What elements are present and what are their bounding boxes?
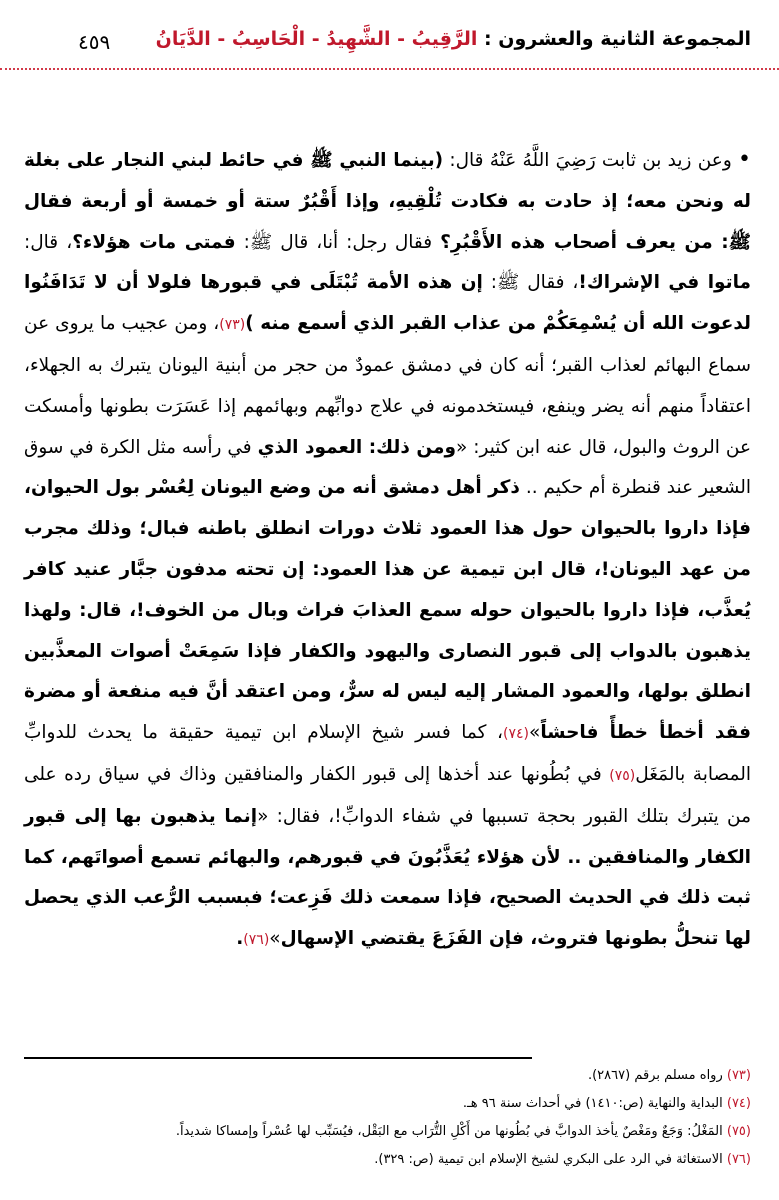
footnote-reference: (٧٣): [219, 317, 246, 334]
footnote-number: (٧٣): [726, 1068, 751, 1083]
page-number: ٤٥٩: [78, 30, 111, 54]
text-segment: ، فقال ﷺ:: [482, 272, 579, 294]
footnote: [24, 1090, 751, 1118]
text-segment: في رأسه مثل الكرة في سوق الشعير عند قنطرة أم حكيم ..: [24, 436, 752, 499]
footnote-reference: (٧٦): [243, 932, 270, 949]
footnote-reference: (٧٥): [609, 767, 636, 784]
text-segment: ، ومن عجيب ما يروى عن سماع البهائم لعذاب القبر؛ أنه كان في دمشق عمودٌ من حجر من أبنية اليونان يتبرك به الجهلاء، اعتقاداً منهم أنه يضر وينفع، فيستخدمونه في علاج دوابِّهم وبهائمهم إذا عَسَرَت بطونها وأمسكت عن الروث والبول، قال عنه ابن كثير: «: [24, 313, 751, 458]
bullet-point: •: [738, 147, 751, 172]
footnote: [24, 1118, 751, 1146]
text-segment: وعن زيد بن ثابت رَضِيَ اللَّهُ عَنْهُ قال:: [443, 150, 732, 171]
bold-text-segment: (بينما النبي ﷺ في حائط لبني النجار على بغلة له ونحن معه؛ إذ حادت به فكادت تُلْقِيهِ، وإذا أَقْبُرٌ ستة أو خمسة أو أربعة فقال ﷺ: من يعرف أصحاب هذه الأَقْبُرِ؟: [24, 150, 751, 253]
main-text: [24, 140, 751, 961]
footnote-text: الاستغاثة في الرد على البكري لشيخ الإسلام ابن تيمية (ص: ٣٢٩).: [374, 1152, 727, 1167]
page-header: [0, 0, 779, 72]
bold-text-segment: ماتوا في الإشراك!: [578, 272, 751, 294]
bold-text-segment: فمتى مات هؤلاء؟: [72, 231, 236, 253]
text-segment: في بُطُونها عند أخذها إلى قبور الكفار والمنافقين وذاك في سياق رده على من يتبرك بتلك القبور بحجة تسببها في شفاء الدوابِّ!، فقال: «: [24, 763, 752, 827]
text-segment: ، قال:: [24, 231, 73, 253]
bold-text-segment: ذكر أهل دمشق أنه من وضع اليونان لِعُسْر بول الحيوان، فإذا داروا بالحيوان حول هذا العمود ثلاث دورات انطلق باطنه فبال؛ وذلك مجرب من عهد اليونان!، قال ابن تيمية عن هذا العمود: إن تحته مدفون جبَّار عنيد كافر يُعذَّب، فإذا داروا بالحيوان حوله سمع العذابَ فراث وبال من الخوف!، قال: ولهذا يذهبون بالدواب إلى قبور النصارى واليهود والكفار فإذا سَمِعَتْ أصوات المعذَّبين انطلق بولها، والعمود المشار إليه ليس له سرٌّ، ومن اعتقد أنَّ فيه منفعة أو مضرة فقد أخطأ خطأً فاحشاً: [24, 477, 751, 744]
text-segment: »: [269, 928, 281, 950]
bold-text-segment: .: [236, 928, 244, 950]
bold-text-segment: ومن ذلك: العمود الذي: [257, 436, 456, 458]
footnote: [24, 1062, 751, 1090]
chapter-title: [156, 28, 751, 50]
footnote-reference: (٧٤): [503, 726, 529, 743]
footnote-number: (٧٥): [726, 1124, 751, 1139]
footnote-text: المَغْلُ: وَجَعٌ ومَغْصٌ يأخذ الدوابَّ في بُطُونها من أَكْلِ التُّرَاب مع البَقْل، فيُسَبِّب لها عُسْراً وإمساكا شديداً.: [175, 1124, 727, 1139]
chapter-names: الرَّقِيبُ - الشَّهِيدُ - الْحَاسِبُ - الدَّيَانُ: [155, 28, 478, 50]
text-segment: ، كما فسر شيخ الإسلام ابن تيمية حقيقة ما يحدث للدوابِّ المصابة بالمَغَل: [24, 722, 752, 785]
chapter-group-label: المجموعة الثانية والعشرون :: [484, 28, 751, 50]
body-paragraph: [24, 140, 751, 961]
footnote-number: (٧٦): [726, 1152, 751, 1167]
header-divider: [0, 68, 779, 70]
footnote-number: (٧٤): [726, 1096, 751, 1111]
bold-text-segment: إنما يذهبون بها إلى قبور الكفار والمنافقين .. لأن هؤلاء يُعَذَّبُونَ في قبورهم، والبهائم تسمع أصواتَهم، كما ثبت ذلك في الحديث الصحيح، فإذا سمعت ذلك فَزِعت؛ فبسبب الرُّعب الذي يحصل لها تنحلُّ بطونها فتروث، فإن الفَزَعَ يقتضي الإسهال: [24, 805, 751, 950]
footnote-text: البداية والنهاية (ص:١٤١٠) في أحداث سنة ٩٦ هـ.: [462, 1096, 727, 1111]
footnote-text: رواه مسلم برقم (٢٨٦٧).: [587, 1068, 727, 1083]
footnotes: [24, 1062, 751, 1174]
bold-text-segment: إن هذه الأمة تُبْتَلَى في قبورها فلولا أن لا تَدَافَنُوا لدعوت الله أن يُسْمِعَكُمْ من عذاب القبر الذي أسمع منه ): [24, 272, 751, 335]
text-segment: فقال رجل: أنا، قال ﷺ:: [235, 231, 441, 253]
footnote-divider: [24, 1057, 532, 1059]
text-segment: »: [528, 722, 541, 744]
footnote: [24, 1146, 751, 1174]
